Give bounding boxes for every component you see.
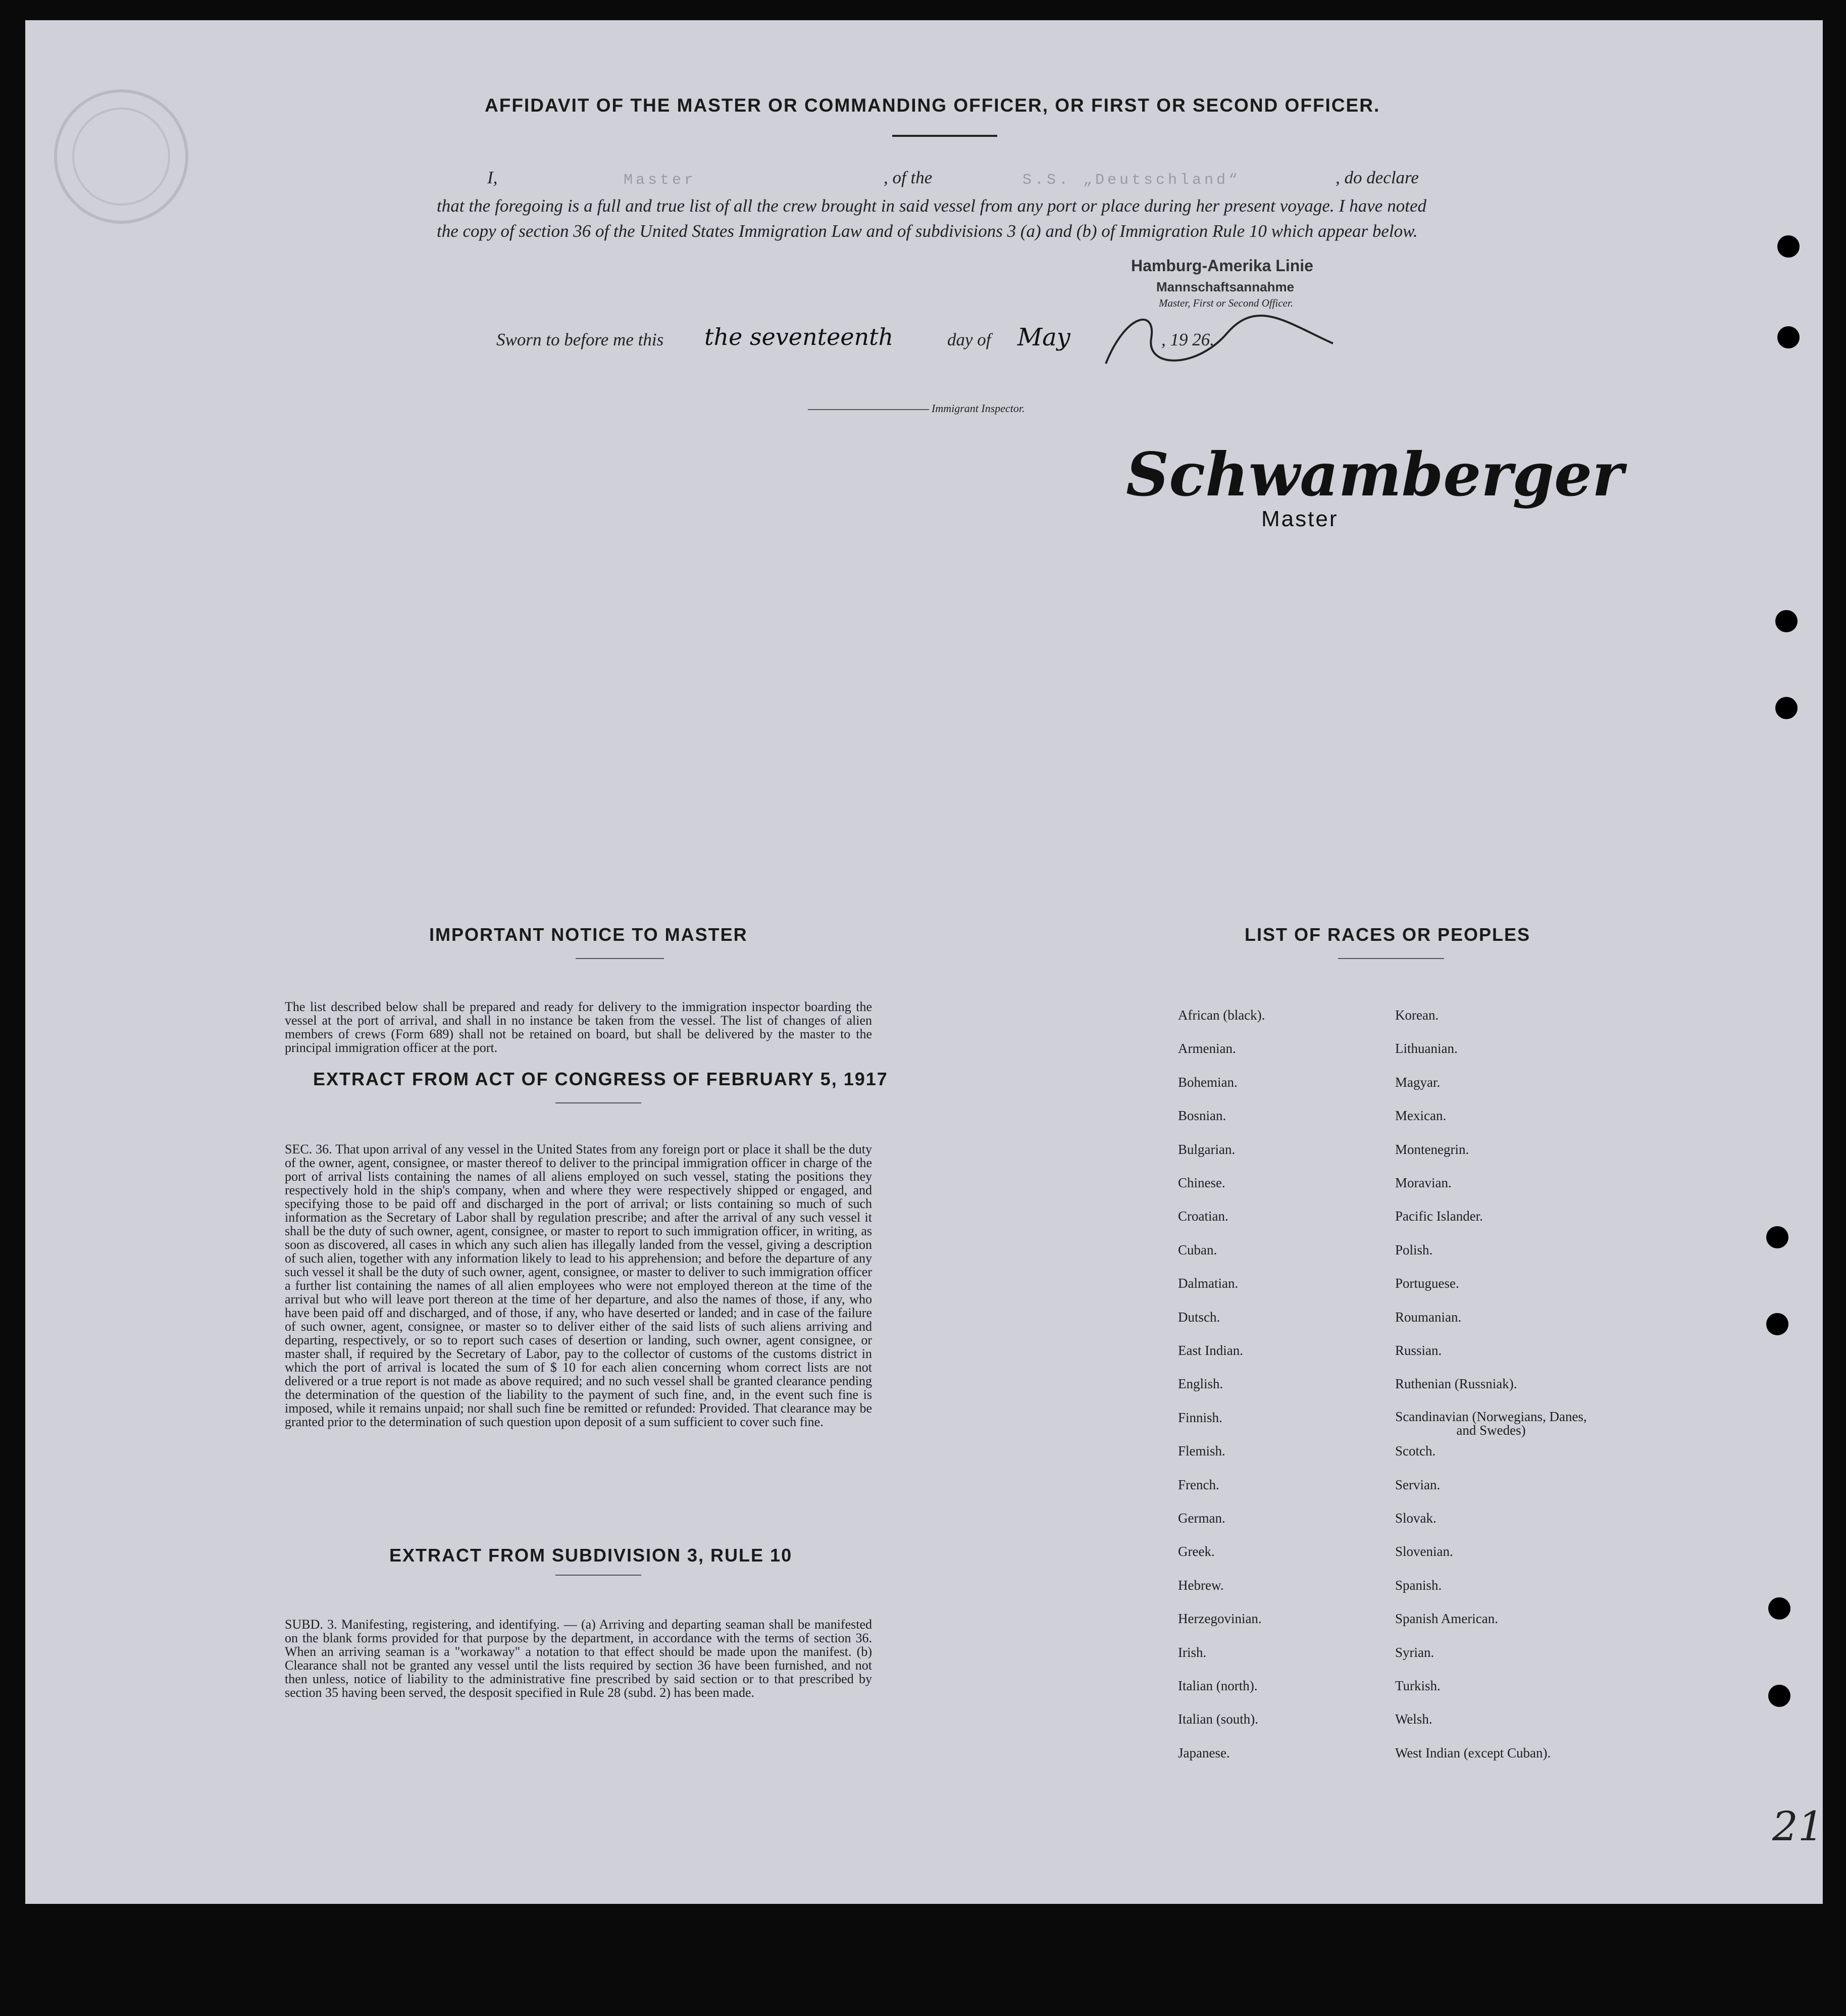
races-rule <box>1338 958 1444 959</box>
act-rule <box>555 1102 641 1103</box>
race-item: Moravian. <box>1395 1175 1452 1190</box>
race-item: Croatian. <box>1178 1208 1228 1224</box>
race-item: Portuguese. <box>1395 1276 1459 1291</box>
race-item: Japanese. <box>1178 1745 1230 1760</box>
race-item: Roumanian. <box>1395 1309 1462 1325</box>
race-item: Chinese. <box>1178 1175 1225 1190</box>
race-item: Montenegrin. <box>1395 1141 1469 1157</box>
officer-caption: Master, First or Second Officer. <box>1159 297 1293 309</box>
race-item: Scotch. <box>1395 1443 1436 1459</box>
race-item: Bosnian. <box>1178 1108 1226 1124</box>
master-signature: Schwamberger <box>1126 439 1624 510</box>
role-filled: Master <box>624 172 697 189</box>
race-item: Hebrew. <box>1178 1577 1224 1593</box>
race-item: Flemish. <box>1178 1443 1225 1459</box>
race-item: French. <box>1178 1477 1219 1492</box>
affidavit-title: AFFIDAVIT OF THE MASTER OR COMMANDING OFFICER, OR FIRST OR SECOND OFFICER. <box>485 95 1380 116</box>
race-item: Italian (south). <box>1178 1711 1258 1727</box>
race-item: Bohemian. <box>1178 1074 1238 1090</box>
race-item: Armenian. <box>1178 1041 1236 1056</box>
stamp-line-company: Hamburg-Amerika Linie <box>1131 257 1313 275</box>
sworn-month: May <box>1017 323 1070 351</box>
act-text: SEC. 36. That upon arrival of any vessel in the United States from any foreign port or place it shall be the duty of the owner, agent, consignee, or master thereof to deliver to the principal immigration officer in charge of the port of arrival lists containing the names of all aliens employed on such vessel, stating the positions they respectively hold in the ship's company, when and where they were respectively shipped or engaged, and specifying those to be paid off and discharged in the port of arrival; or lists containing so much of such information as the Secretary of Labor shall by regulation prescribe; and after the arrival of any such vessel it shall be the duty of such owner, agent, consignee, or master to report to such immigration officer, in writing, as soon as discovered, all cases in which any such alien has illegally landed from the vessel, giving a description of such alien, together with any information likely to lead to his apprehension; and before the departure of any such vessel it shall be the duty of such owner, agent, consignee, or master to deliver to such immigration officer a further list containing the names of all alien employees who were not employed thereon at the time of the arrival but who will leave port thereon at the time of her departure, and also the names of those, if any, who have been paid off and discharged, and of those, if any, who have deserted or landed; and in case of the failure of such owner, agent, consignee, or master so to deliver either of the said lists of such aliens arriving and departing, respectively, or so to report such cases of desertion or landing, such owner, agent consignee, or master shall, if required by the Secretary of Labor, pay to the collector of customs of the customs district in which the port of arrival is located the sum of $ 10 for each alien concerning whom correct lists are not delivered or a true report is not made as above required; and no such vessel shall be granted clearance pending the determination of the question of the liability to the payment of such fine, and, in the event such fine is imposed, while it remains unpaid; nor shall such fine be remitted or refunded: Provided. That clearance may be granted prior to the determination of such question upon deposit of a sum sufficient to cover such fine. <box>285 1142 872 1429</box>
binder-hole-icon <box>1777 235 1800 258</box>
declarant-i: I, <box>487 168 498 187</box>
race-item: Herzegovinian. <box>1178 1611 1262 1627</box>
race-item: West Indian (except Cuban). <box>1395 1745 1551 1760</box>
race-item: Ruthenian (Russniak). <box>1395 1376 1517 1392</box>
race-item: Finnish. <box>1178 1409 1222 1425</box>
binder-hole-icon <box>1768 1597 1790 1620</box>
binder-hole-icon <box>1777 326 1800 348</box>
inspector-line <box>808 409 929 410</box>
race-item: Scandinavian (Norwegians, Danes, and Swedes) <box>1395 1408 1587 1438</box>
race-item: Polish. <box>1395 1242 1433 1257</box>
rule-title: EXTRACT FROM SUBDIVISION 3, RULE 10 <box>389 1545 793 1566</box>
race-item: Italian (north). <box>1178 1678 1258 1693</box>
race-item: Dalmatian. <box>1178 1276 1239 1291</box>
race-item: English. <box>1178 1376 1223 1392</box>
act-title: EXTRACT FROM ACT OF CONGRESS OF FEBRUARY 5, 1917 <box>313 1069 888 1089</box>
binder-hole-icon <box>1775 697 1798 719</box>
form-sheet <box>25 20 1823 1904</box>
race-item: Cuban. <box>1178 1242 1217 1257</box>
race-item: African (black). <box>1178 1007 1265 1023</box>
race-item: Irish. <box>1178 1644 1207 1660</box>
affidavit-body: that the foregoing is a full and true list of all the crew brought in said vessel from any port or place during her present voyage. I have noted the copy of section 36 of the United States Immigration Law and of subdivisions 3 (a) and (b) of Immigration Rule 10 which appear below. <box>437 196 1426 241</box>
sworn-day: the seventeenth <box>704 323 894 350</box>
notice-text: The list described below shall be prepared and ready for delivery to the immigration inspector boarding the vessel at the port of arrival, and shall in no instance be taken from the vessel. The list of changes of alien members of crews (Form 689) shall not be retained on board, but shall be delivered by the master to the principal immigration officer at the port. <box>285 999 872 1055</box>
binder-hole-icon <box>1768 1685 1790 1707</box>
race-item: Slovenian. <box>1395 1544 1453 1559</box>
notice-rule <box>576 958 664 959</box>
embossed-seal-icon <box>40 76 207 247</box>
binder-hole-icon <box>1766 1313 1788 1335</box>
race-item: East Indian. <box>1178 1343 1243 1358</box>
notice-title: IMPORTANT NOTICE TO MASTER <box>429 924 748 945</box>
binder-hole-icon <box>1775 610 1798 632</box>
race-item: Turkish. <box>1395 1678 1441 1693</box>
title-rule <box>892 135 997 137</box>
officer-signature-icon <box>1096 303 1343 379</box>
race-item: Welsh. <box>1395 1711 1432 1727</box>
stamp-line-dept: Mannschaftsannahme <box>1156 279 1295 294</box>
race-item: Spanish. <box>1395 1577 1442 1593</box>
race-item: Slovak. <box>1395 1510 1437 1526</box>
rule-text: SUBD. 3. Manifesting, registering, and identifying. — (a) Arriving and departing seaman shall be manifested on the blank forms provided for that purpose by the department, in accordance with the terms of section 36. When an arriving seaman is a "workaway" a notation to that effect should be made upon the manifest. (b) Clearance shall not be granted any vessel until the lists required by section 36 have been furnished, and not then unless, notice of liability to the administrative fine prescribed by said section or to that prescribed by section 35 having been served, the desposit specified in Rule 28 (subd. 2) has been made. <box>285 1617 872 1700</box>
inspector-caption: Immigrant Inspector. <box>932 402 1025 415</box>
race-item: Greek. <box>1178 1544 1215 1559</box>
race-item: Lithuanian. <box>1395 1041 1458 1056</box>
page-number: 21 <box>1772 1803 1824 1850</box>
rule-rule <box>555 1575 641 1576</box>
race-item: Dutsch. <box>1178 1309 1220 1325</box>
race-item: Korean. <box>1395 1007 1439 1023</box>
races-title: LIST OF RACES OR PEOPLES <box>1245 924 1531 945</box>
race-item: Syrian. <box>1395 1644 1434 1660</box>
day-of-label: day of <box>947 330 991 349</box>
race-item: Servian. <box>1395 1477 1441 1492</box>
race-item: Pacific Islander. <box>1395 1208 1483 1224</box>
race-item: Mexican. <box>1395 1108 1447 1124</box>
do-declare-label: , do declare <box>1336 168 1419 187</box>
race-item: Magyar. <box>1395 1074 1441 1090</box>
race-item: Russian. <box>1395 1343 1442 1358</box>
of-the-label: , of the <box>884 168 933 187</box>
master-label: Master <box>1261 507 1339 531</box>
race-item: Spanish American. <box>1395 1611 1498 1627</box>
binder-hole-icon <box>1766 1226 1788 1248</box>
sworn-label: Sworn to before me this <box>496 330 664 349</box>
sworn-year: , 19 26. <box>1161 330 1214 349</box>
vessel-name: S.S. „Deutschland“ <box>1022 172 1241 189</box>
race-item: Bulgarian. <box>1178 1141 1236 1157</box>
race-item: German. <box>1178 1510 1225 1526</box>
